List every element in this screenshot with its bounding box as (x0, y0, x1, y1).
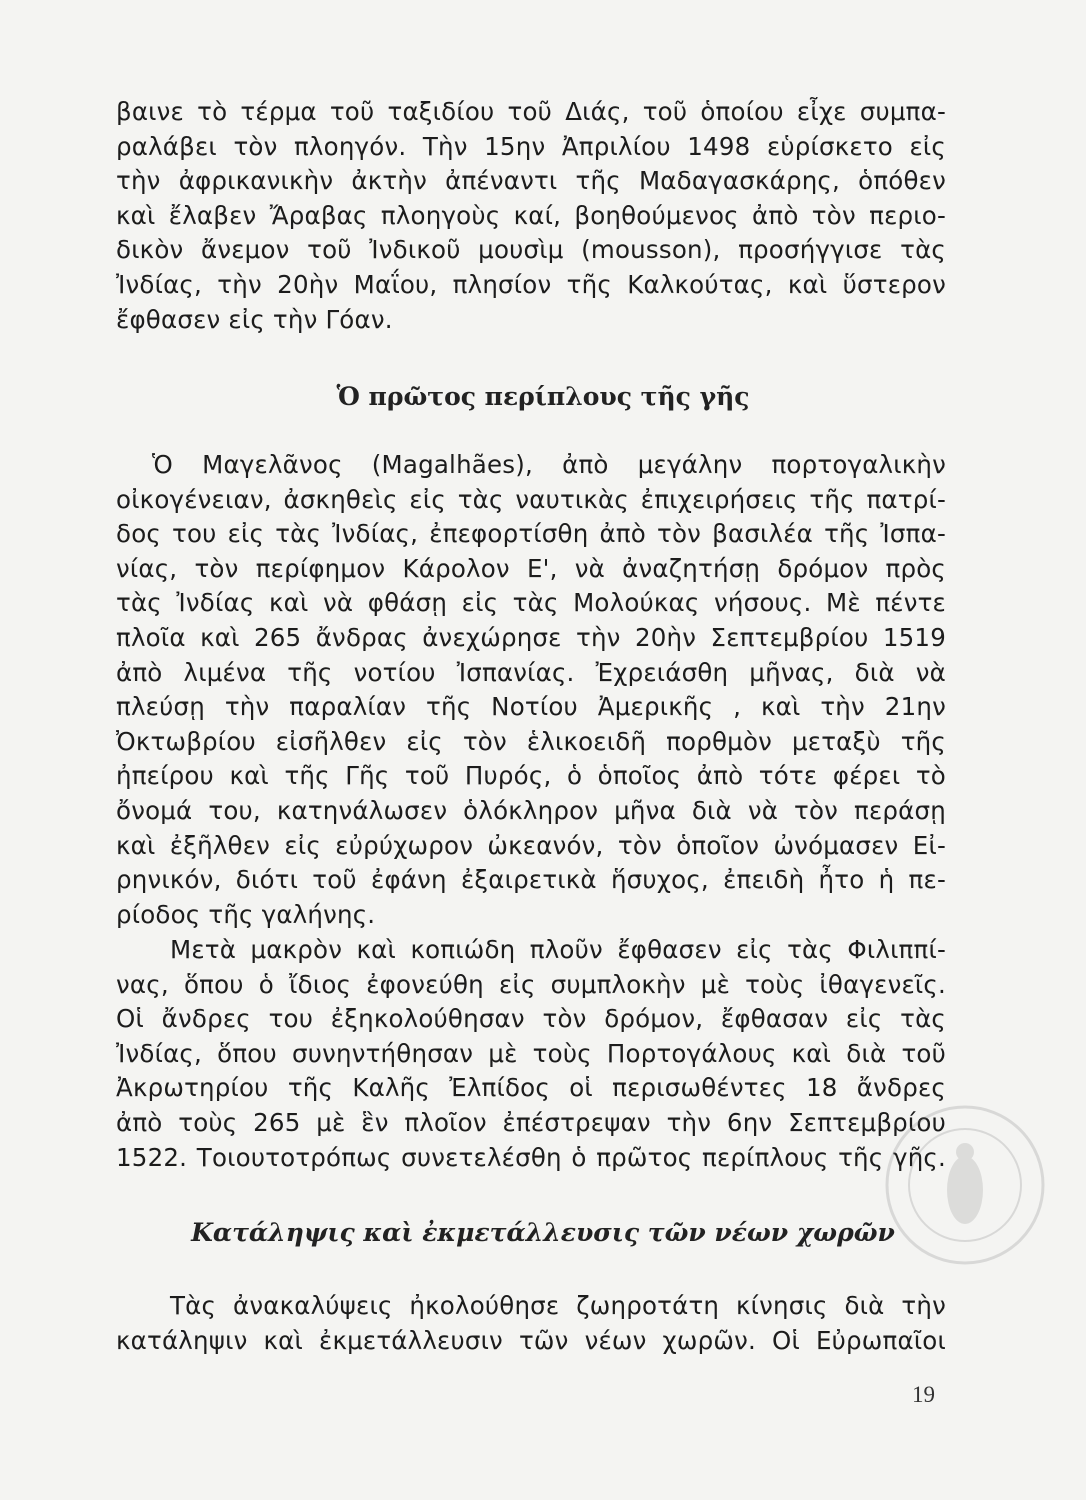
text-line: βαινε τὸ τέρμα τοῦ ταξιδίου τοῦ Διάς, τοῦ ὁποίου εἶχε συμπα- (116, 97, 946, 126)
paragraph-conquest (116, 1289, 946, 1358)
section-heading-first-circumnavigation: Ὁ πρῶτος περίπλους τῆς γῆς (336, 382, 750, 411)
page-number: 19 (912, 1382, 935, 1407)
text-line: νας, ὅπου ὁ ἴδιος ἐφονεύθη εἰς συμπλοκὴν μὲ τοὺς ἰθαγενεῖς. (116, 969, 946, 999)
text-line: ρηνικόν, διότι τοῦ ἐφάνη ἐξαιρετικὰ ἥσυχος, ἐπειδὴ ἦτο ἡ πε- (116, 865, 946, 895)
text-line: Τὰς ἀνακαλύψεις ἠκολούθησε ζωηροτάτη κίνησις διὰ τὴν (170, 1291, 946, 1320)
text-line: ἀπὸ λιμένα τῆς νοτίου Ἰσπανίας. Ἐχρειάσθη μῆνας, διὰ νὰ (116, 657, 946, 687)
library-stamp-icon (880, 1100, 1050, 1270)
paragraph-continuation (116, 95, 946, 337)
text-line: τὰς Ἰνδίας καὶ νὰ φθάσῃ εἰς τὰς Μολούκας νήσους. Μὲ πέντε (116, 588, 946, 618)
text-line: δικὸν ἄνεμον τοῦ Ἰνδικοῦ μουσὶμ (mousson), προσήγγισε τὰς (116, 235, 946, 265)
text-line: τὴν ἀφρικανικὴν ἀκτὴν ἀπέναντι τῆς Μαδαγασκάρης, ὁπόθεν (116, 166, 946, 196)
text-line: Ἰνδίας, ὅπου συνηντήθησαν μὲ τοὺς Πορτογάλους καὶ διὰ τοῦ (116, 1038, 946, 1068)
text-line: καὶ ἐξῆλθεν εἰς εὐρύχωρον ὠκεανόν, τὸν ὁποῖον ὠνόμασεν Εἰ- (116, 830, 946, 860)
text-line: Ἀκρωτηρίου τῆς Καλῆς Ἐλπίδος οἱ περισωθέντες 18 ἄνδρες (116, 1073, 946, 1103)
text-line: κατάληψιν καὶ ἐκμετάλλευσιν τῶν νέων χωρῶν. Οἱ Εὐρωπαῖοι (116, 1325, 946, 1355)
text-line: δος του εἰς τὰς Ἰνδίας, ἐπεφορτίσθη ἀπὸ τὸν βασιλέα τῆς Ἰσπα- (116, 519, 946, 549)
text-line: ἠπείρου καὶ τῆς Γῆς τοῦ Πυρός, ὁ ὁποῖος ἀπὸ τότε φέρει τὸ (116, 761, 946, 791)
section-heading-conquest: Κατάληψις καὶ ἐκμετάλλευσις τῶν νέων χωρῶν (191, 1218, 895, 1247)
text-line: ἀπὸ τοὺς 265 μὲ ἓν πλοῖον ἐπέστρεψαν τὴν 6ην Σεπτεμβρίου (116, 1107, 946, 1137)
paragraph-magellan (116, 448, 946, 932)
text-line: οἰκογένειαν, ἀσκηθεὶς εἰς τὰς ναυτικὰς ἐπιχειρήσεις τῆς πατρί- (116, 484, 946, 514)
text-line: νίας, τὸν περίφημον Κάρολον Ε', νὰ ἀναζητήσῃ δρόμον πρὸς (116, 553, 946, 583)
paragraph-voyage-end (116, 933, 946, 1175)
text-line: 1522. Τοιουτοτρόπως συνετελέσθη ὁ πρῶτος περίπλους τῆς γῆς. (116, 1142, 946, 1172)
text-line: καὶ ἔλαβεν Ἄραβας πλοηγοὺς καί, βοηθούμενος ἀπὸ τὸν περιο- (116, 200, 946, 230)
text-line: πλοῖα καὶ 265 ἄνδρας ἀνεχώρησε τὴν 20ὴν Σεπτεμβρίου 1519 (116, 622, 946, 652)
text-line: πλεύσῃ τὴν παραλίαν τῆς Νοτίου Ἀμερικῆς , καὶ τὴν 21ην (116, 692, 946, 722)
text-line: ραλάβει τὸν πλοηγόν. Τὴν 15ην Ἀπριλίου 1498 εὑρίσκετο εἰς (116, 131, 946, 161)
text-line: Ἰνδίας, τὴν 20ὴν Μαΐου, πλησίον τῆς Καλκούτας, καὶ ὕστερον (116, 269, 946, 299)
text-line: Οἱ ἄνδρες του ἐξηκολούθησαν τὸν δρόμον, ἔφθασαν εἰς τὰς (116, 1004, 946, 1034)
text-line: ὄνομά του, κατηνάλωσεν ὁλόκληρον μῆνα διὰ νὰ τὸν περάσῃ (116, 795, 946, 825)
text-line: Μετὰ μακρὸν καὶ κοπιώδη πλοῦν ἔφθασεν εἰς τὰς Φιλιππί- (170, 935, 946, 964)
text-line: Ὁ Μαγελᾶνος (Magalhães), ἀπὸ μεγάλην πορτογαλικὴν (152, 450, 946, 479)
text-line: Ὀκτωβρίου εἰσῆλθεν εἰς τὸν ἑλικοειδῆ πορθμὸν μεταξὺ τῆς (116, 726, 946, 756)
text-line: ἔφθασεν εἰς τὴν Γόαν. (116, 304, 393, 334)
text-line: ρίοδος τῆς γαλήνης. (116, 899, 376, 929)
